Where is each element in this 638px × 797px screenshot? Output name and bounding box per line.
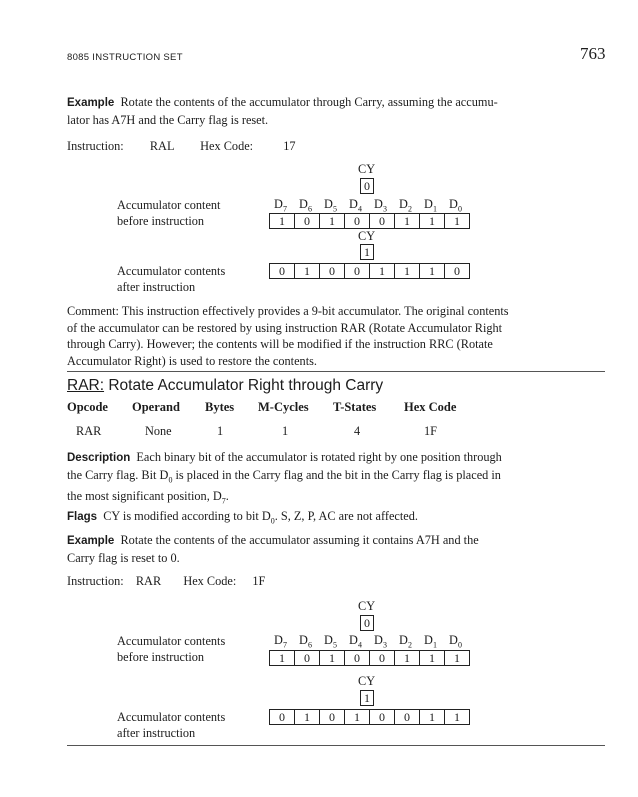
example1-line1: Rotate the contents of the accumulator through Carry, assuming the accumu- xyxy=(120,95,498,109)
bit-position-letter: D xyxy=(449,197,458,211)
hex-code: 1F xyxy=(252,574,266,588)
bit-cell: 1 xyxy=(344,710,369,724)
accumulator-bits-before xyxy=(269,650,470,666)
bit-position-label xyxy=(318,197,343,213)
hex-label: Hex Code: xyxy=(200,139,254,153)
description-line3-text: . xyxy=(225,489,229,504)
comment-paragraph xyxy=(67,303,537,369)
table-cell-mcycles: 1 xyxy=(282,424,289,438)
instruction-label: Instruction: xyxy=(67,139,124,153)
bit-position-labels xyxy=(268,197,468,213)
accumulator-bits-after xyxy=(269,263,470,279)
example1-text xyxy=(67,94,527,128)
description-line3-text: the most significant position, D xyxy=(67,489,222,504)
example2-line2: Carry flag is reset to 0. xyxy=(67,550,180,565)
bit-cell: 1 xyxy=(279,214,285,228)
bit-position-subscript: 0 xyxy=(457,640,462,650)
bit-cell: 0 xyxy=(394,710,419,724)
bit-position-subscript: 3 xyxy=(382,640,387,650)
bit-cell: 1 xyxy=(444,710,469,724)
bit-position-letter: D xyxy=(399,633,408,647)
example2-text xyxy=(67,532,527,566)
before-label xyxy=(117,198,220,229)
flags-subscript: 0 xyxy=(270,516,275,526)
bit-cell: 1 xyxy=(444,214,469,228)
bit-position-letter: D xyxy=(299,633,308,647)
bit-cell: 1 xyxy=(419,710,444,724)
bit-position-letter: D xyxy=(399,197,408,211)
bit-position-labels xyxy=(268,633,468,649)
example1-line2: lator has A7H and the Carry flag is reset. xyxy=(67,112,269,127)
bit-cell: 1 xyxy=(319,651,344,665)
bit-position-subscript: 5 xyxy=(332,204,337,214)
example2-instruction-row xyxy=(67,573,265,590)
bit-cell: 0 xyxy=(319,264,344,278)
bit-position-letter: D xyxy=(424,197,433,211)
flags-text: CY is modified according to bit D xyxy=(103,509,271,523)
bottom-rule xyxy=(67,745,605,746)
bit-position-label xyxy=(443,633,468,649)
section-mnemonic: RAR: xyxy=(67,377,105,394)
accumulator-bits-after xyxy=(269,709,470,725)
instruction-mnemonic: RAR xyxy=(135,574,162,588)
bit-position-subscript: 7 xyxy=(282,204,287,214)
bit-cell: 0 xyxy=(369,214,394,228)
flags-paragraph xyxy=(67,508,418,530)
accumulator-bits-before xyxy=(269,213,470,229)
bit-cell: 0 xyxy=(319,710,344,724)
bit-position-subscript: 2 xyxy=(407,640,412,650)
bit-cell: 1 xyxy=(394,214,419,228)
bit-cell: 1 xyxy=(419,651,444,665)
carry-flag-before: 0 xyxy=(360,178,374,194)
table-header-hexcode: Hex Code xyxy=(404,400,457,414)
table-cell-operand: None xyxy=(145,424,172,438)
bit-position-label xyxy=(393,197,418,213)
table-cell-tstates: 4 xyxy=(354,424,361,438)
bit-cell: 0 xyxy=(344,651,369,665)
bit-cell: 1 xyxy=(294,710,319,724)
table-header-opcode: Opcode xyxy=(67,400,108,414)
bit-position-letter: D xyxy=(374,633,383,647)
bit-position-letter: D xyxy=(349,197,358,211)
bit-cell: 1 xyxy=(394,264,419,278)
bit-position-letter: D xyxy=(274,197,283,211)
carry-flag-after: 1 xyxy=(360,244,374,260)
description-line2-text: is placed in the Carry flag and the bit in the Carry flag is placed in xyxy=(172,467,501,482)
bit-cell: 1 xyxy=(394,651,419,665)
cy-label: CY xyxy=(358,162,376,176)
bit-cell: 0 xyxy=(294,214,319,228)
bit-cell: 1 xyxy=(419,264,444,278)
bit-position-label xyxy=(268,197,293,213)
instruction-label: Instruction: xyxy=(67,574,124,588)
before-label-line1: Accumulator content xyxy=(117,198,221,212)
example2-line1: Rotate the contents of the accumulator assuming it contains A7H and the xyxy=(120,533,479,547)
page-number: 763 xyxy=(580,44,606,63)
hex-label: Hex Code: xyxy=(183,574,237,588)
instruction-mnemonic: RAL xyxy=(149,139,174,153)
bit-cell: 1 xyxy=(319,214,344,228)
comment-line: of the accumulator can be restored by using instruction RAR (Rotate Accumulator Right xyxy=(67,320,503,335)
table-header-bytes: Bytes xyxy=(205,400,235,414)
description-line3-subscript: 7 xyxy=(221,496,226,506)
bit-position-letter: D xyxy=(449,633,458,647)
section-rule-top xyxy=(67,371,605,372)
flags-text: . S, Z, P, AC are not affected. xyxy=(274,509,418,523)
flags-label: Flags xyxy=(67,511,98,523)
after-label-line1: Accumulator contents xyxy=(117,264,226,278)
hex-code: 17 xyxy=(283,139,296,153)
table-header-operand: Operand xyxy=(132,400,180,414)
table-cell-opcode: RAR xyxy=(76,424,102,438)
after-label-line2: after instruction xyxy=(117,279,196,294)
bit-position-label xyxy=(368,197,393,213)
before-label-line2: before instruction xyxy=(117,649,205,664)
table-cell-hexcode: 1F xyxy=(424,424,437,438)
bit-position-label xyxy=(343,197,368,213)
bit-cell: 0 xyxy=(344,214,369,228)
carry-flag-after: 1 xyxy=(360,690,374,706)
bit-position-subscript: 6 xyxy=(307,204,312,214)
description-paragraph xyxy=(67,449,537,510)
bit-position-subscript: 0 xyxy=(457,204,462,214)
bit-position-subscript: 6 xyxy=(307,640,312,650)
bit-cell: 0 xyxy=(279,710,285,724)
bit-position-subscript: 5 xyxy=(332,640,337,650)
bit-position-subscript: 3 xyxy=(382,204,387,214)
bit-position-label xyxy=(343,633,368,649)
table-cell-bytes: 1 xyxy=(217,424,224,438)
table-header-mcycles: M-Cycles xyxy=(258,400,309,414)
description-line2-text: the Carry flag. Bit D xyxy=(67,467,169,482)
bit-cell: 0 xyxy=(294,651,319,665)
description-line1: Each binary bit of the accumulator is rotated right by one position through xyxy=(136,450,502,464)
bit-cell: 1 xyxy=(294,264,319,278)
bit-cell: 0 xyxy=(369,710,394,724)
bit-cell: 1 xyxy=(369,264,394,278)
bit-position-letter: D xyxy=(274,633,283,647)
bit-position-letter: D xyxy=(424,633,433,647)
example1-label: Example xyxy=(67,97,115,109)
after-label xyxy=(117,264,225,295)
bit-position-label xyxy=(268,633,293,649)
bit-position-letter: D xyxy=(324,633,333,647)
bit-position-letter: D xyxy=(324,197,333,211)
bit-position-label xyxy=(418,633,443,649)
bit-position-label xyxy=(393,633,418,649)
bit-position-subscript: 4 xyxy=(357,204,362,214)
table-header-tstates: T-States xyxy=(333,400,377,414)
after-label-line1: Accumulator contents xyxy=(117,710,226,724)
bit-cell: 0 xyxy=(444,264,469,278)
bit-position-subscript: 1 xyxy=(432,640,437,650)
bit-cell: 0 xyxy=(369,651,394,665)
bit-cell: 1 xyxy=(279,651,285,665)
bit-position-letter: D xyxy=(374,197,383,211)
after-label-line2: after instruction xyxy=(117,725,196,740)
cy-label: CY xyxy=(358,674,376,688)
before-label-line1: Accumulator contents xyxy=(117,634,226,648)
comment-line: Accumulator Right) is used to restore the contents. xyxy=(67,353,317,368)
running-header: 8085 INSTRUCTION SET xyxy=(67,52,183,63)
section-heading xyxy=(67,377,383,395)
after-label xyxy=(117,710,225,741)
bit-cell: 1 xyxy=(444,651,469,665)
before-label xyxy=(117,634,225,665)
bit-position-subscript: 7 xyxy=(282,640,287,650)
bit-position-subscript: 4 xyxy=(357,640,362,650)
comment-line: Comment: This instruction effectively provides a 9-bit accumulator. The original contents xyxy=(67,304,509,318)
description-label: Description xyxy=(67,452,131,464)
cy-label: CY xyxy=(358,599,376,613)
example1-instruction-row xyxy=(67,138,296,155)
bit-cell: 0 xyxy=(344,264,369,278)
section-title: Rotate Accumulator Right through Carry xyxy=(104,377,384,394)
example2-label: Example xyxy=(67,535,115,547)
bit-position-letter: D xyxy=(349,633,358,647)
description-line2-subscript: 0 xyxy=(168,474,173,484)
bit-position-subscript: 1 xyxy=(432,204,437,214)
bit-position-label xyxy=(368,633,393,649)
bit-position-label xyxy=(418,197,443,213)
carry-flag-before: 0 xyxy=(360,615,374,631)
bit-position-label xyxy=(293,633,318,649)
bit-position-label xyxy=(293,197,318,213)
bit-position-subscript: 2 xyxy=(407,204,412,214)
bit-position-label xyxy=(443,197,468,213)
bit-cell: 1 xyxy=(419,214,444,228)
before-label-line2: before instruction xyxy=(117,213,205,228)
cy-label: CY xyxy=(358,229,376,243)
bit-position-letter: D xyxy=(299,197,308,211)
bit-position-label xyxy=(318,633,343,649)
bit-cell: 0 xyxy=(279,264,285,278)
comment-line: through Carry). However; the contents will be modified if the instruction RRC (Rotate xyxy=(67,337,493,351)
